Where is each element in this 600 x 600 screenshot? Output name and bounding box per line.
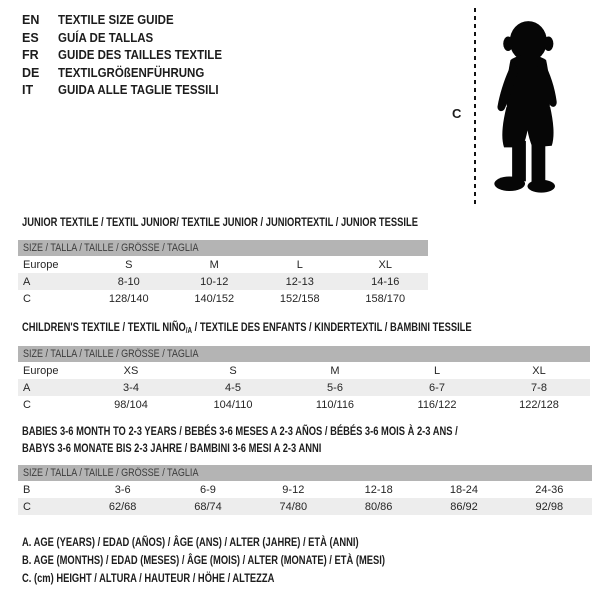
language-code: FR xyxy=(22,48,39,62)
size-cell: XS xyxy=(123,364,139,377)
size-cell: L xyxy=(433,364,441,377)
language-label: TEXTILGRÖßENFÜHRUNG xyxy=(58,65,205,80)
size-cell: 6-9 xyxy=(200,483,216,496)
junior-title-text: JUNIOR TEXTILE / TEXTIL JUNIOR/ TEXTILE JUNIOR / JUNIORTEXTIL / JUNIOR TESSILE xyxy=(22,215,418,229)
size-cell: S xyxy=(125,258,133,271)
language-label: GUIDE DES TAILLES TEXTILE xyxy=(58,48,223,62)
language-code: DE xyxy=(22,65,40,80)
table-row xyxy=(18,379,590,396)
junior-size-table xyxy=(18,240,428,307)
baby-silhouette-icon xyxy=(483,10,572,207)
language-code: IT xyxy=(22,83,34,97)
size-cell: 98/104 xyxy=(114,398,148,411)
table-row xyxy=(18,498,592,515)
footnotes xyxy=(22,533,487,587)
babies-title-line2: BABYS 3-6 MONATE BIS 2-3 JAHRE / BAMBINI 3-6 MESI A 2-3 ANNI xyxy=(22,441,322,455)
language-row-en xyxy=(22,13,236,31)
children-size-table xyxy=(18,346,590,413)
footnote-c: C. (cm) HEIGHT / ALTURA / HAUTEUR / HÖHE / ALTEZZA xyxy=(22,571,275,585)
size-cell: 3-4 xyxy=(80,379,182,396)
size-cell: 110/116 xyxy=(315,398,355,411)
footnote-b: B. AGE (MONTHS) / EDAD (MESES) / ÂGE (MOIS) / ALTER (MONATE) / ETÀ (MESI) xyxy=(22,553,385,567)
size-cell: 104/110 xyxy=(213,398,253,411)
row-label: A xyxy=(18,379,80,396)
row-label: C xyxy=(23,398,31,411)
size-cell: 122/128 xyxy=(519,398,559,411)
size-cell: 12-18 xyxy=(364,483,393,496)
language-label: GUIDA ALLE TAGLIE TESSILI xyxy=(58,83,219,97)
size-header-row xyxy=(18,346,590,362)
size-cell: 116/122 xyxy=(417,398,457,411)
language-row-fr xyxy=(22,48,236,66)
language-label: TEXTILE SIZE GUIDE xyxy=(58,13,174,27)
size-cell: 7-8 xyxy=(488,379,590,396)
table-row xyxy=(18,481,592,498)
height-measure-dashed-line xyxy=(474,8,476,206)
footnote-a: A. AGE (YEARS) / EDAD (AÑOS) / ÂGE (ANS) / ALTER (JAHRE) / ETÀ (ANNI) xyxy=(22,535,359,549)
size-cell: S xyxy=(229,364,237,377)
size-cell: 62/68 xyxy=(80,498,165,515)
size-header-row xyxy=(18,465,592,481)
size-header-label: SIZE / TALLA / TAILLE / GRÖSSE / TAGLIA xyxy=(23,348,199,360)
size-cell: 8-10 xyxy=(86,273,172,290)
size-cell: 140/152 xyxy=(194,292,235,305)
size-cell: 158/170 xyxy=(365,292,406,305)
size-cell: 68/74 xyxy=(165,498,250,515)
babies-size-table xyxy=(18,465,592,515)
language-code: ES xyxy=(22,30,39,45)
row-label: C xyxy=(23,292,31,305)
size-cell: 12-13 xyxy=(257,273,343,290)
language-label: GUÍA DE TALLAS xyxy=(58,30,154,45)
table-row xyxy=(18,290,428,307)
row-label: C xyxy=(18,498,80,515)
table-row xyxy=(18,273,428,290)
row-label: Europe xyxy=(23,364,59,377)
language-code: EN xyxy=(22,13,40,27)
language-row-es xyxy=(22,31,236,49)
table-row xyxy=(18,362,590,379)
table-row xyxy=(18,256,428,273)
size-cell: 24-36 xyxy=(535,483,564,496)
size-cell: L xyxy=(296,258,303,271)
size-cell: 14-16 xyxy=(343,273,429,290)
size-cell: XL xyxy=(378,258,392,271)
language-list xyxy=(22,13,236,101)
size-cell: M xyxy=(209,258,219,271)
babies-section-title xyxy=(22,423,581,457)
children-section-title xyxy=(22,319,598,339)
size-cell: 18-24 xyxy=(449,483,479,496)
children-title-subscript: /A xyxy=(185,326,193,335)
size-header-row xyxy=(18,240,428,256)
size-cell: 92/98 xyxy=(507,498,592,515)
size-cell: 152/158 xyxy=(279,292,320,305)
size-cell: 74/80 xyxy=(251,498,336,515)
children-title-text: CHILDREN'S TEXTILE / TEXTIL NIÑO xyxy=(22,320,186,334)
size-header-label: SIZE / TALLA / TAILLE / GRÖSSE / TAGLIA xyxy=(23,242,199,254)
height-measure-label: C xyxy=(452,106,462,121)
language-row-de xyxy=(22,66,236,84)
size-cell: 4-5 xyxy=(182,379,284,396)
size-cell: 80/86 xyxy=(336,498,421,515)
size-cell: M xyxy=(330,364,340,377)
junior-section-title xyxy=(22,214,530,231)
size-cell: 5-6 xyxy=(284,379,386,396)
row-label: B xyxy=(23,483,31,496)
size-header-label: SIZE / TALLA / TAILLE / GRÖSSE / TAGLIA xyxy=(23,467,199,479)
size-cell: 9-12 xyxy=(282,483,305,496)
size-cell: 86/92 xyxy=(421,498,506,515)
language-row-it xyxy=(22,83,236,101)
babies-title-line1: BABIES 3-6 MONTH TO 2-3 YEARS / BEBÉS 3-6 MESES A 2-3 AÑOS / BÉBÉS 3-6 MOIS À 2-3 ANS / xyxy=(22,424,458,438)
size-cell: XL xyxy=(532,364,546,377)
size-cell: 6-7 xyxy=(386,379,488,396)
row-label: A xyxy=(18,273,86,290)
table-row xyxy=(18,396,590,413)
row-label: Europe xyxy=(23,258,59,271)
size-cell: 3-6 xyxy=(114,483,131,496)
children-title-text: / TEXTILE DES ENFANTS / KINDERTEXTIL / BAMBINI TESSILE xyxy=(192,320,472,334)
size-cell: 128/140 xyxy=(108,292,149,305)
size-cell: 10-12 xyxy=(172,273,258,290)
